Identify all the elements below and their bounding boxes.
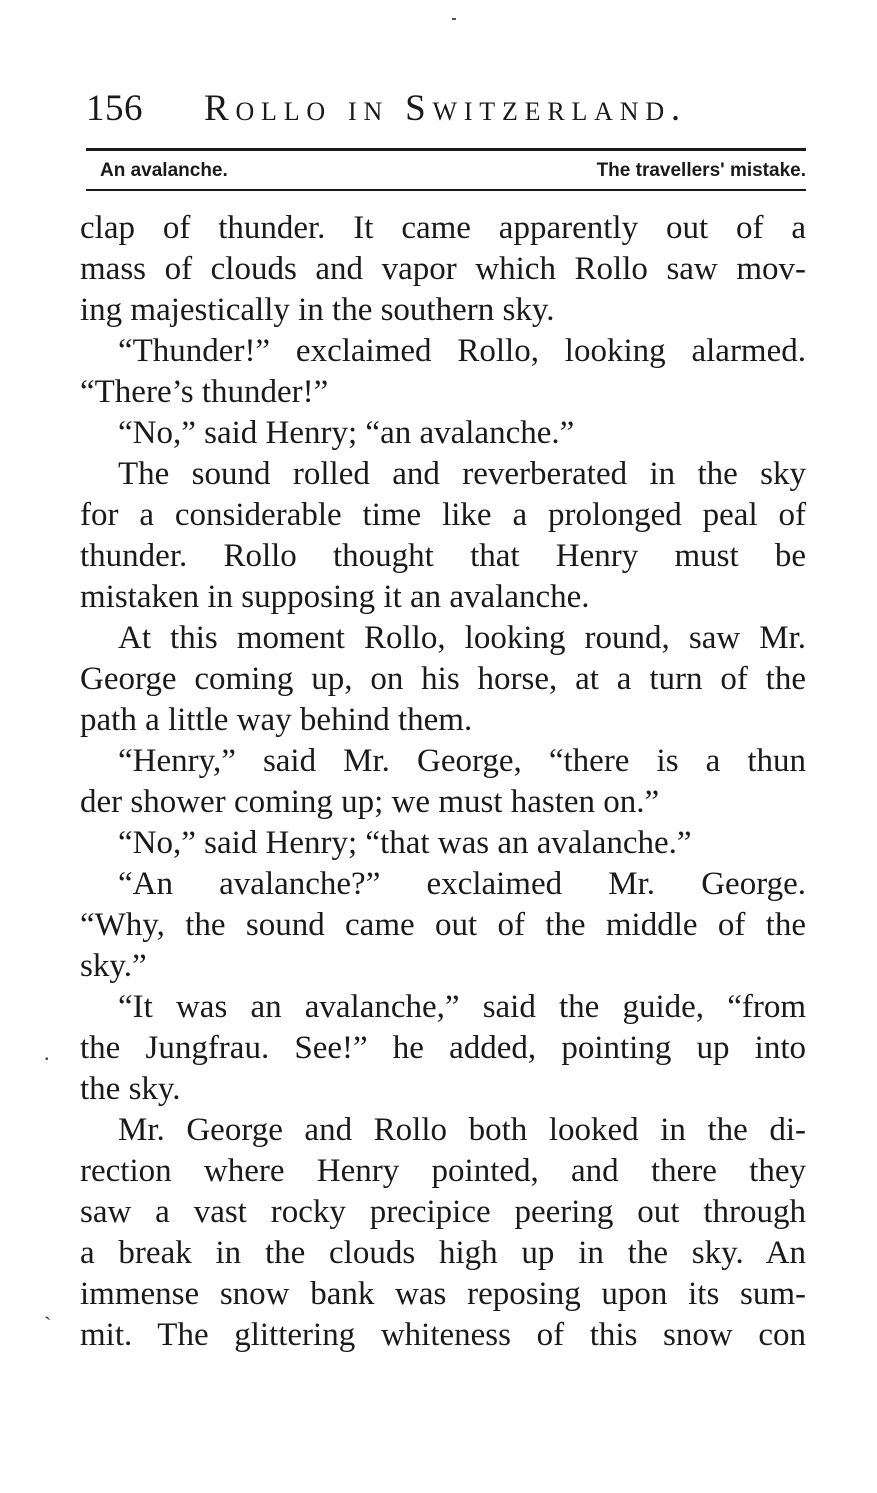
subhead-right: The travellers' mistake. [596,160,806,181]
text-line: saw a vast rocky precipice peering out through [80,1194,806,1230]
page-number: 156 [86,88,143,129]
text-line: “An avalanche?” exclaimed Mr. George. [118,866,806,902]
text-line: path a little way behind them. [80,702,473,738]
text-line: mass of clouds and vapor which Rollo saw mov- [80,251,806,287]
text-line: for a considerable time like a prolonged peal of [80,497,806,533]
text-line: “Henry,” said Mr. George, “there is a thun [118,743,806,779]
book-title: Rollo in Switzerland. [204,88,687,129]
text-line: rection where Henry pointed, and there they [80,1153,806,1189]
text-line: George coming up, on his horse, at a turn of the [80,661,806,697]
running-head [86,84,806,134]
text-line: sky.” [80,948,147,984]
text-line: The sound rolled and reverberated in the sky [118,456,806,492]
text-line: clap of thunder. It came apparently out of a [80,210,806,246]
print-speck [452,18,456,20]
subheads [100,156,806,186]
header-rule-bottom [86,189,806,191]
text-line: ing majestically in the southern sky. [80,292,555,328]
text-line: der shower coming up; we must hasten on.” [80,784,660,820]
text-line: “It was an avalanche,” said the guide, “from [118,989,806,1025]
text-line: mistaken in supposing it an avalanche. [80,579,590,615]
text-line: the Jungfrau. See!” he added, pointing up into [80,1030,806,1066]
text-line: immense snow bank was reposing upon its sum- [80,1276,806,1312]
text-line: At this moment Rollo, looking round, saw Mr. [118,620,806,656]
margin-speck: . [44,1040,50,1065]
text-line: “Why, the sound came out of the middle of the [80,907,806,943]
text-line: “No,” said Henry; “an avalanche.” [118,415,575,451]
text-line: “Thunder!” exclaimed Rollo, looking alarmed. [118,333,806,369]
subhead-left: An avalanche. [100,160,228,181]
text-line: “No,” said Henry; “that was an avalanche.” [118,825,692,861]
text-line: mit. The glittering whiteness of this snow con [80,1317,806,1353]
text-line: a break in the clouds high up in the sky. An [80,1235,806,1271]
header-rule-top [86,148,806,151]
text-line: thunder. Rollo thought that Henry must be [80,538,806,574]
text-line: the sky. [80,1071,181,1107]
margin-speck: ` [44,1312,52,1337]
text-line: Mr. George and Rollo both looked in the di- [118,1112,806,1148]
body-text [80,208,806,1356]
text-line: “There’s thunder!” [80,374,329,410]
